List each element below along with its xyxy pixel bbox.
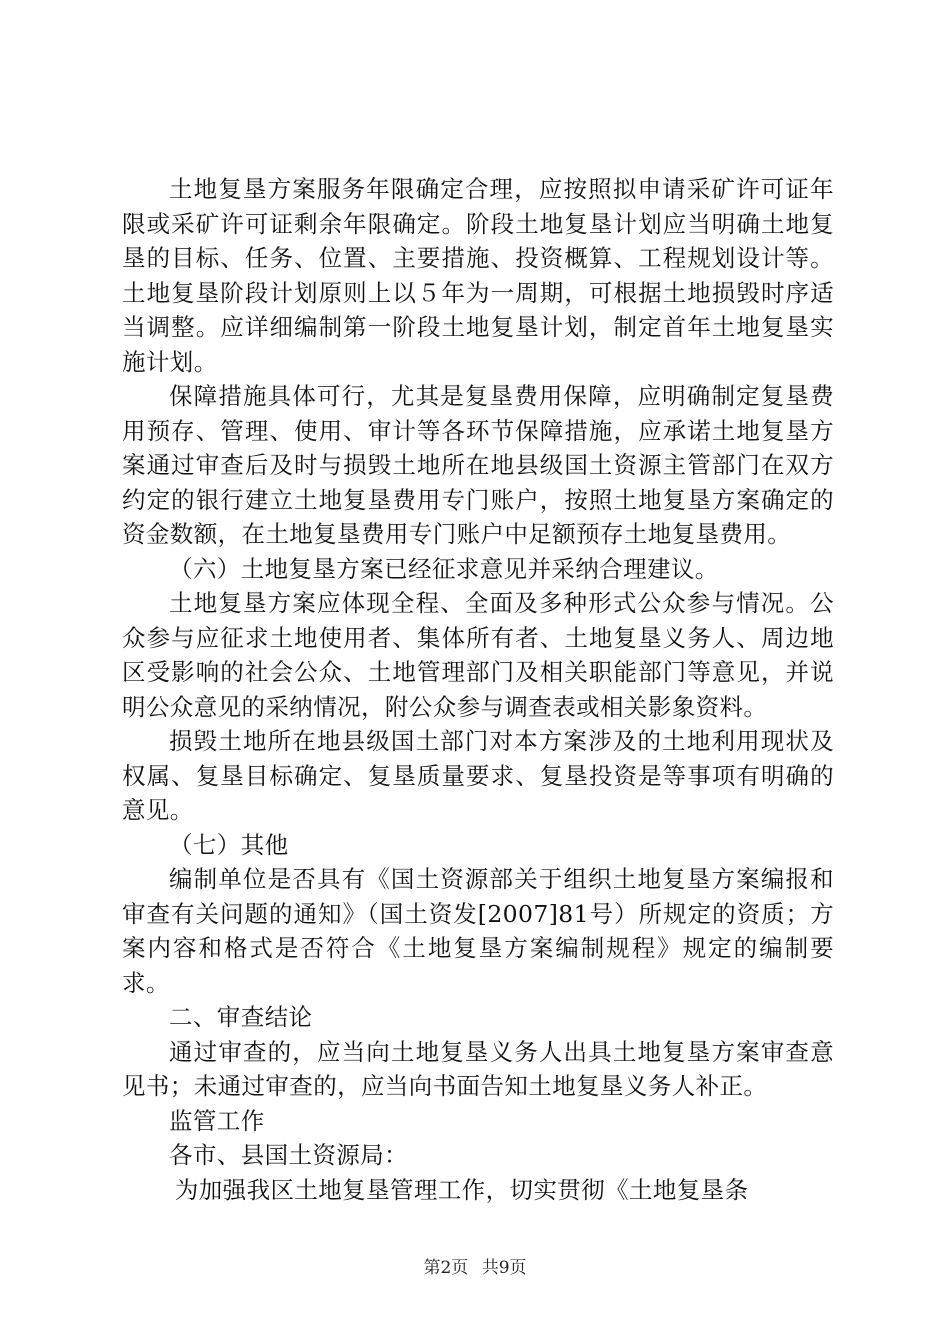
paragraph-review-result: 通过审查的，应当向土地复垦义务人出具土地复垦方案审查意见书；未通过审查的，应当向书面告知土地复垦义务人补正。 (122, 1037, 834, 1100)
paragraph-service-years: 土地复垦方案服务年限确定合理，应按照拟申请采矿许可证年限或采矿许可证剩余年限确定。阶段土地复垦计划应当明确土地复垦的目标、任务、位置、主要措施、投资概算、工程规划设计等。土地复垦阶段计划原则上以５年为一周期，可根据土地损毁时序适当调整。应详细编制第一阶段土地复垦计划，制定首年土地复垦实施计划。 (122, 175, 834, 376)
page-total: 共9页 (481, 1258, 527, 1278)
salutation: 各市、县国土资源局： (169, 1141, 408, 1169)
section-heading-six: （六）土地复垦方案已经征求意见并采纳合理建议。 (169, 554, 719, 583)
page-footer (0, 1258, 950, 1278)
paragraph-qualification: 编制单位是否具有《国土资源部关于组织土地复垦方案编报和审查有关问题的通知》（国土资发[2007]81号）所规定的资质；方案内容和格式是否符合《土地复垦方案编制规程》规定的编制要求。 (122, 865, 834, 997)
page-number: 第2页 (423, 1258, 469, 1278)
title-supervision: 监管工作 (169, 1106, 265, 1135)
section-heading-conclusion: 二、审查结论 (169, 1003, 313, 1031)
section-heading-seven: （七）其他 (169, 830, 289, 859)
paragraph-public-participation: 土地复垦方案应体现全程、全面及多种形式公众参与情况。公众参与应征求土地使用者、集体所有者、土地复垦义务人、周边地区受影响的社会公众、土地管理部门及相关职能部门等意见，并说明公众意见的采纳情况，附公众参与调查表或相关影象资料。 (122, 589, 834, 721)
paragraph-safeguard-measures: 保障措施具体可行，尤其是复垦费用保障，应明确制定复垦费用预存、管理、使用、审计等各环节保障措施，应承诺土地复垦方案通过审查后及时与损毁土地所在地县级国土资源主管部门在双方约定的银行建立土地复垦费用专门账户，按照土地复垦方案确定的资金数额，在土地复垦费用专门账户中足额预存土地复垦费用。 (122, 382, 834, 548)
document-body (122, 172, 834, 1207)
paragraph-county-opinion: 损毁土地所在地县级国土部门对本方案涉及的土地利用现状及权属、复垦目标确定、复垦质量要求、复垦投资是等事项有明确的意见。 (122, 727, 834, 824)
paragraph-opening: 为加强我区土地复垦管理工作，切实贯彻《土地复垦条 (174, 1175, 749, 1204)
